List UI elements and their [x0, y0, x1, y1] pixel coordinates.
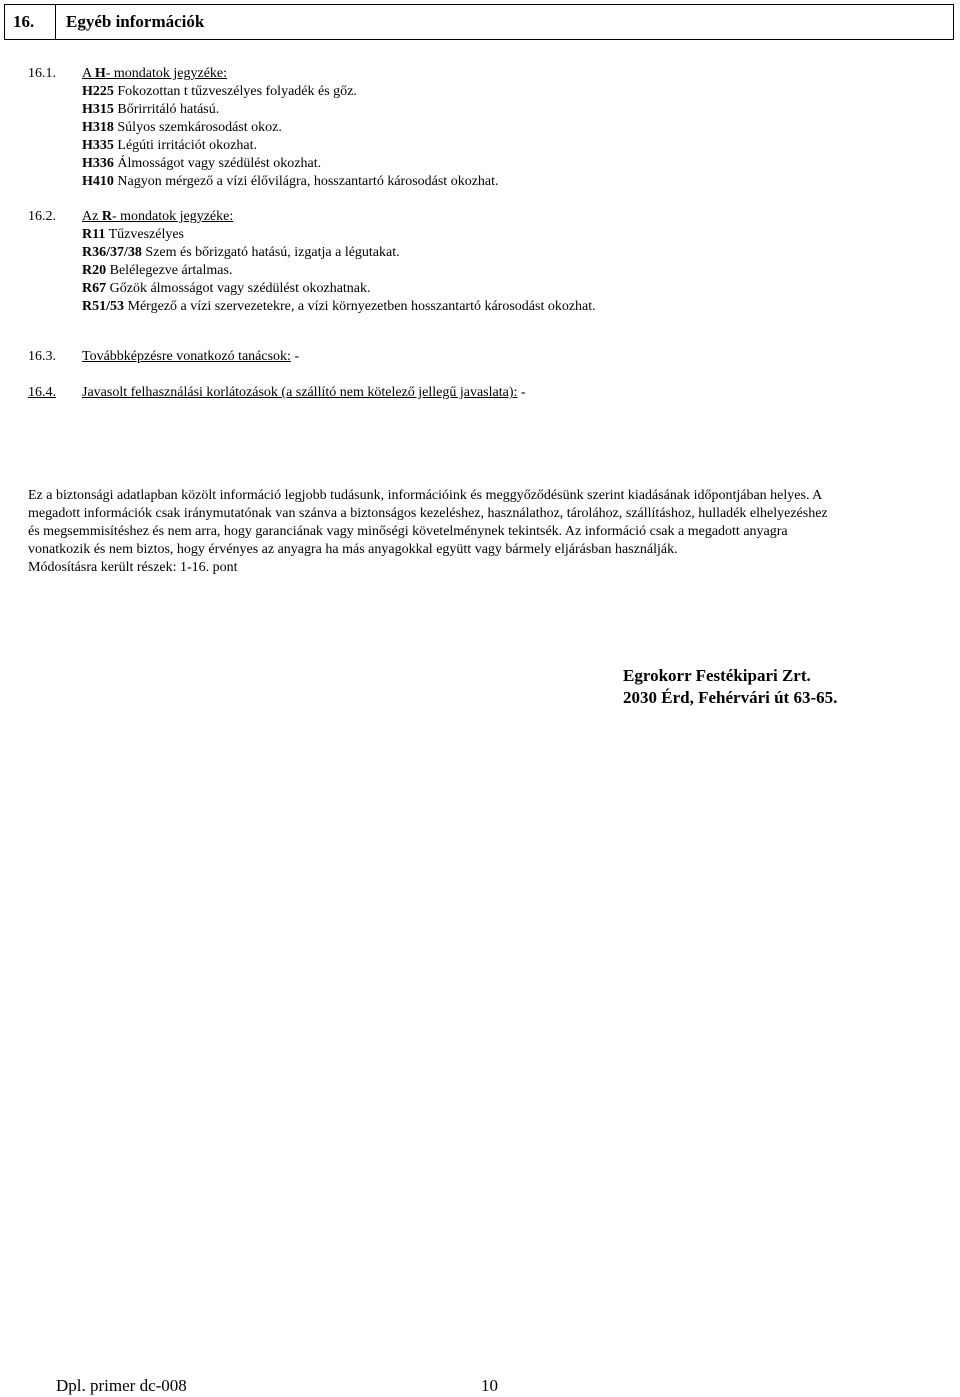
r-statement: R11 Tűzveszélyes — [82, 227, 184, 242]
subsection-number-16-4: 16.4. — [28, 385, 56, 400]
h-statement: H335 Légúti irritációt okozhat. — [82, 138, 257, 153]
h-statement: H225 Fokozottan t tűzveszélyes folyadék és gőz. — [82, 84, 357, 99]
h-statement: H410 Nagyon mérgező a vízi élővilágra, hosszantartó károsodást okozhat. — [82, 174, 499, 189]
r-statement: R20 Belélegezve ártalmas. — [82, 263, 233, 278]
r-statement: R36/37/38 Szem és bőrizgató hatású, izgatja a légutakat. — [82, 245, 400, 260]
training-advice: Továbbképzésre vonatkozó tanácsok: - — [82, 349, 300, 364]
section-number: 16. — [5, 5, 56, 39]
section-title: Egyéb információk — [66, 12, 205, 31]
h-statement: H315 Bőrirritáló hatású. — [82, 102, 220, 117]
disclaimer-line: és megsemmisítéshez és nem arra, hogy garanciának vagy minőségi követelménynek tekintsék. Az információ csak a megadott anyagra — [28, 524, 788, 539]
h-statement: H336 Álmosságot vagy szédülést okozhat. — [82, 156, 322, 171]
disclaimer-line: megadott információk csak iránymutatónak van szánva a biztonságos kezeléshez, használathoz, tárolához, szállításhoz, hulladék elhelyezéshez — [28, 506, 828, 521]
disclaimer-paragraph — [28, 487, 928, 577]
usage-restrictions: Javasolt felhasználási korlátozások (a szállító nem kötelező jellegű javaslata): - — [82, 385, 526, 400]
subsection-number-16-3: 16.3. — [28, 349, 56, 364]
disclaimer-line: vonatkozik és nem biztos, hogy érvényes az anyagra ha más anyagokkal együtt vagy bármely eljárásban használják. — [28, 542, 678, 557]
footer-page-number: 10 — [481, 1376, 498, 1395]
disclaimer-line: Ez a biztonsági adatlapban közölt információ legjobb tudásunk, információink és meggyőződésünk szerint kiadásának időpontjában helyes. A — [28, 488, 823, 503]
subsection-number-16-1: 16.1. — [28, 66, 56, 81]
footer-document-id: Dpl. primer dc-008 — [56, 1376, 187, 1395]
subsection-number-16-2: 16.2. — [28, 209, 56, 224]
company-address: 2030 Érd, Fehérvári út 63-65. — [623, 688, 838, 707]
h-statement: H318 Súlyos szemkárosodást okoz. — [82, 120, 282, 135]
company-name: Egrokorr Festékipari Zrt. — [623, 666, 811, 685]
r-statement: R51/53 Mérgező a vízi szervezetekre, a vízi környezetben hosszantartó károsodást okozhat. — [82, 299, 596, 314]
r-statements-heading: Az R- mondatok jegyzéke: — [82, 209, 234, 224]
h-statements-heading: A H- mondatok jegyzéke: — [82, 66, 228, 81]
modified-sections: Módosításra került részek: 1-16. pont — [28, 560, 238, 575]
r-statement: R67 Gőzök álmosságot vagy szédülést okozhatnak. — [82, 281, 371, 296]
section-header — [4, 4, 954, 40]
